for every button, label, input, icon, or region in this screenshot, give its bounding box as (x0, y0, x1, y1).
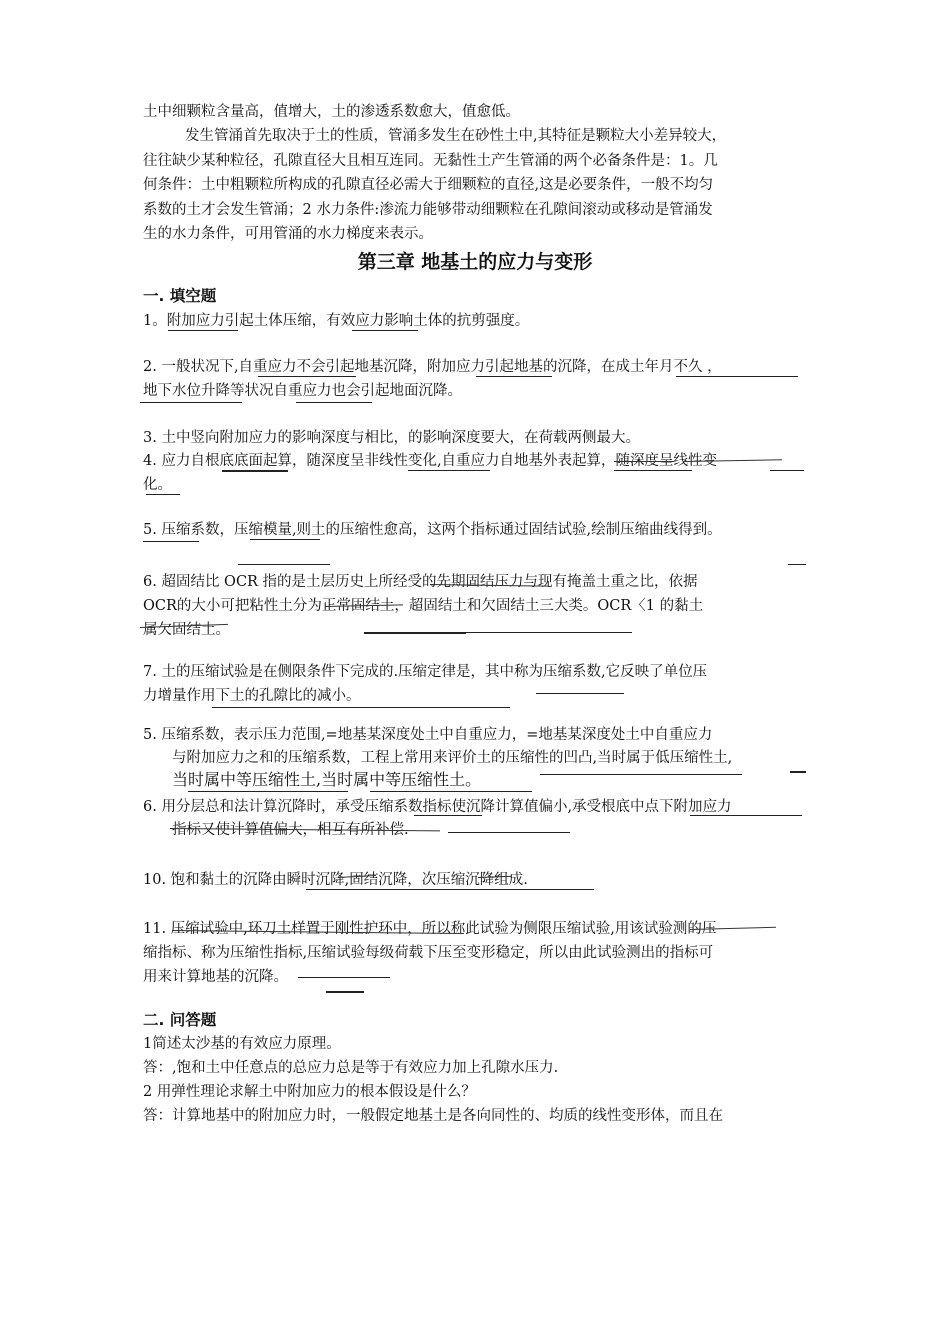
fill-question-6-line-1: 6. 超固结比 OCR 指的是土层历史上所经受的先期固结压力与现有掩盖土重之比，依据 (143, 574, 698, 590)
blank-line (168, 330, 238, 331)
blank-line (790, 771, 806, 773)
blank-line (614, 470, 692, 471)
section-heading-qa: 二. 问答题 (143, 1011, 217, 1029)
strike-mark (614, 461, 674, 462)
blank-line (414, 815, 482, 816)
fill-question-4-line-2: 化。 (143, 477, 172, 493)
intro-line-4: 何条件：土中粗颗粒所构成的孔隙直径必需大于细颗粒的直径,这是必要条件，一般不均匀 (143, 177, 714, 193)
blank-line (146, 494, 180, 495)
blank-line (476, 376, 552, 377)
intro-line-5: 系数的土才会发生管涌；2 水力条件:渗流力能够带动细颗粒在孔隙间滚动或移动是管涌发 (143, 202, 713, 218)
blank-line (770, 470, 804, 471)
blank-line (352, 330, 418, 331)
blank-line (296, 402, 372, 403)
intro-line-2: 发生管涌首先取决于土的性质，管涌多发生在砂性土中,其特征是颗粒大小差异较大， (185, 128, 727, 144)
fill-question-11-line-3: 用来计算地基的沉降。 (143, 969, 288, 985)
fill-question-9-line-2: 指标又使计算值偏大，相互有所补偿. (172, 822, 409, 838)
blank-line (448, 832, 570, 833)
fill-question-2-line-1: 2. 一般状况下,自重应力不会引起地基沉降，附加应力引起地基的沉降，在成土年月不久 ， (143, 359, 722, 375)
blank-line (250, 539, 320, 540)
blank-line (188, 791, 348, 792)
fill-question-11-line-2: 缩指标、称为压缩性指标,压缩试验每级荷载下压至变形稳定，所以由此试验测出的指标可 (143, 945, 714, 961)
blank-line (140, 402, 242, 403)
section-heading-fill: 一. 填空题 (143, 287, 217, 305)
blank-line (540, 774, 742, 775)
blank-line (690, 815, 802, 816)
qa-answer-1: 答：,饱和土中任意点的总应力总是等于有效应力加上孔隙水压力. (143, 1060, 559, 1076)
intro-line-6: 生的水力条件，可用管涌的水力梯度来表示。 (143, 226, 433, 242)
blank-line (258, 376, 356, 377)
fill-question-1: 1。附加应力引起土体压缩，有效应力影响土体的抗剪强度。 (143, 313, 530, 329)
blank-line (306, 889, 594, 890)
intro-line-1: 土中细颗粒含量高，值增大，土的渗透系数愈大，值愈低。 (143, 104, 520, 120)
blank-line (298, 977, 390, 978)
qa-answer-2: 答：计算地基中的附加应力时，一般假定地基土是各向同性的、均质的线性变形体，而且在 (143, 1108, 723, 1124)
fill-question-6-line-3: 属欠固结土。 (143, 622, 230, 638)
qa-question-2: 2 用弹性理论求解土中附加应力的根本假设是什么？ (143, 1084, 476, 1100)
qa-question-1: 1简述太沙基的有效应力原理。 (143, 1036, 341, 1052)
fill-question-4-line-1: 4. 应力自根底底面起算，随深度呈非线性变化,自重应力自地基外表起算，随深度呈线性变 (143, 453, 718, 469)
fill-question-8-line-3: 当时属中等压缩性土,当时属中等压缩性土。 (172, 770, 482, 789)
fill-question-10: 10. 饱和黏土的沉降由瞬时沉降,固结沉降，次压缩沉降组成. (143, 872, 528, 888)
fill-question-8-line-1: 5. 压缩系数，表示压力范围,=地基某深度处土中自重应力，=地基某深度处土中自重应力 (143, 727, 713, 743)
fill-question-8-line-2: 与附加应力之和的压缩系数，工程上常用来评价土的压缩性的凹凸,当时属于低压缩性土, (172, 750, 733, 766)
fill-question-7-line-1: 7. 土的压缩试验是在侧限条件下完成的.压缩定律是，其中称为压缩系数,它反映了单位压 (143, 664, 708, 680)
fill-question-7-line-2: 力增量作用下土的孔隙比的减小。 (143, 688, 361, 704)
blank-line (326, 991, 364, 993)
blank-line (466, 632, 632, 633)
intro-line-3: 往往缺少某种粒径，孔隙直径大且相互连同。无黏性土产生管涌的两个必备条件是：1。几 (143, 153, 718, 169)
chapter-title: 第三章 地基土的应力与变形 (357, 251, 593, 273)
blank-line (222, 470, 288, 472)
blank-line (212, 707, 510, 708)
blank-line (143, 541, 199, 542)
fill-question-5: 5. 压缩系数，压缩模量,则土的压缩性愈高，这两个指标通过固结试验,绘制压缩曲线得到。 (143, 522, 722, 538)
blank-line (370, 791, 532, 792)
fill-question-3: 3. 土中竖向附加应力的影响深度与相比，的影响深度要大，在荷载两侧最大。 (143, 430, 640, 446)
blank-line (364, 632, 466, 634)
blank-line (788, 564, 806, 565)
fill-question-6-line-2: OCR的大小可把粘性土分为正常固结土，超固结土和欠固结土三大类。OCR〈1 的黏土 (143, 598, 704, 614)
fill-question-11-line-1: 11. 压缩试验中,环刀土样置于刚性护环中，所以称此试验为侧限压缩试验,用该试验测的压 (143, 921, 717, 937)
fill-question-2-line-2: 地下水位升降等状况自重应力也会引起地面沉降。 (143, 383, 462, 399)
blank-line (536, 693, 624, 694)
blank-line (408, 470, 490, 471)
blank-line (238, 564, 330, 565)
fill-question-9-line-1: 6. 用分层总和法计算沉降时，承受压缩系数指标使沉降计算值偏小,承受根底中点下附加应力 (143, 799, 732, 815)
blank-line (676, 376, 798, 377)
